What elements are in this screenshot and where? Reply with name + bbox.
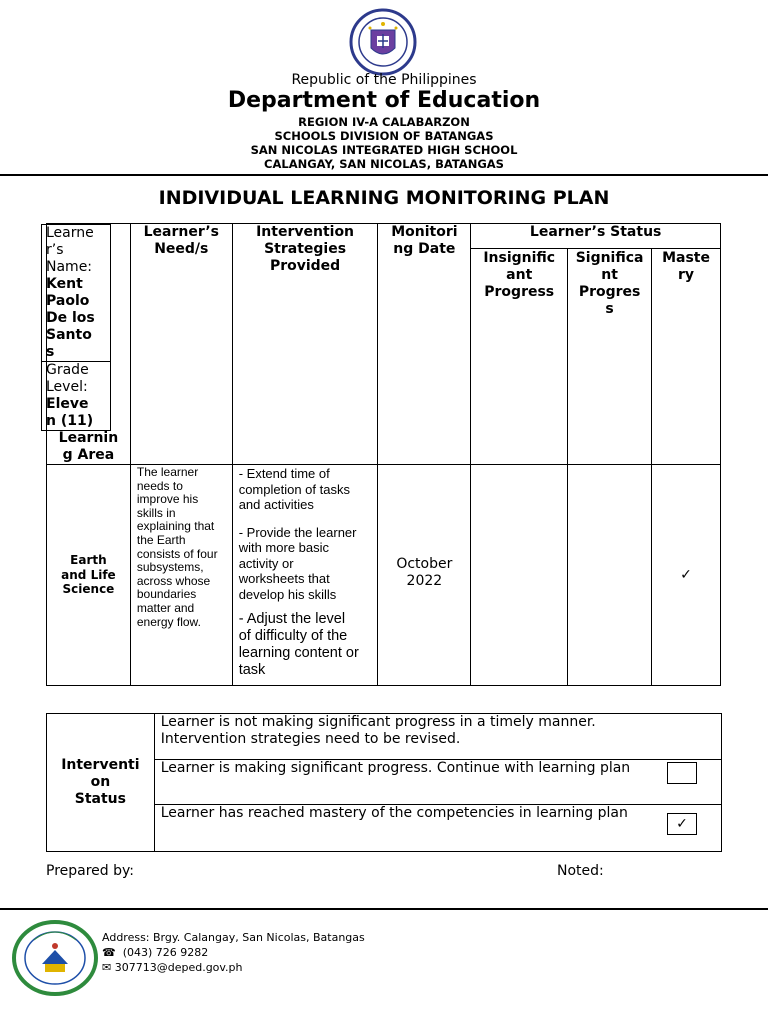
mastery-cell bbox=[652, 465, 721, 686]
phone-text: (043) 726 9282 bbox=[122, 946, 209, 959]
noted-label: Noted: bbox=[557, 863, 604, 879]
intervention-status-table bbox=[46, 713, 722, 852]
need-cell bbox=[130, 465, 232, 686]
need-text: The learner needs to improve his skills in explaining that the Earth consists of four subsystems, across whose boundaries matter and energy flow. bbox=[136, 465, 218, 629]
region-label: REGION IV-A CALABARZON bbox=[298, 115, 470, 129]
footer-divider bbox=[0, 908, 768, 910]
grade-level-value: Eleve n (11) bbox=[46, 396, 94, 429]
status-option-2: Learner is making significant progress. Continue with learning plan bbox=[154, 760, 721, 805]
learner-status-header: Learner’s Status bbox=[471, 224, 721, 249]
department-title: Department of Education bbox=[227, 88, 541, 113]
mastery-header-cell: Maste ry bbox=[652, 249, 721, 465]
strategies-header-cell: Intervention Strategies Provided bbox=[232, 224, 378, 465]
insignificant-progress-header-cell: Insignific ant Progress bbox=[471, 249, 568, 465]
phone-icon: ☎ bbox=[102, 946, 116, 959]
monitoring-date-header-cell: Monitori ng Date bbox=[378, 224, 471, 465]
strategies-header: Intervention bbox=[256, 224, 355, 240]
strategy-3: - Adjust the level of difficulty of the learning content or task bbox=[238, 611, 359, 678]
significant-progress-header-cell: Significa nt Progres s bbox=[568, 249, 652, 465]
republic-label: Republic of the Philippines bbox=[291, 72, 477, 88]
status-checkbox-3[interactable]: ✓ bbox=[667, 813, 697, 835]
learning-area-header-cell: Learnin g Area bbox=[47, 224, 131, 465]
significant-progress-header: Significa bbox=[575, 250, 644, 267]
learning-area-cell: Earth and Life Science bbox=[47, 465, 131, 686]
deped-seal-logo bbox=[346, 8, 420, 76]
email-text: 307713@deped.gov.ph bbox=[114, 961, 243, 974]
page-title: INDIVIDUAL LEARNING MONITORING PLAN bbox=[158, 187, 610, 209]
monitoring-date-header: Monitori bbox=[391, 224, 458, 240]
status-option-3: Learner has reached mastery of the competencies in learning plan bbox=[154, 805, 721, 852]
learning-area-header: Learnin bbox=[58, 430, 119, 446]
monitoring-table bbox=[46, 223, 721, 686]
address-text: Address: Brgy. Calangay, San Nicolas, Batangas bbox=[102, 931, 365, 944]
email-row bbox=[102, 960, 243, 975]
grade-level-box: Grade Level: Eleve n (11) bbox=[42, 362, 110, 430]
intervention-status-label: Interventi bbox=[61, 757, 140, 773]
monitoring-date-cell: October 2022 bbox=[378, 465, 471, 686]
insignificant-progress-cell bbox=[471, 465, 568, 686]
mastery-header: Maste bbox=[662, 250, 710, 267]
school-logo bbox=[12, 920, 98, 996]
check-icon: ✓ bbox=[680, 567, 692, 583]
strategies-cell bbox=[232, 465, 378, 686]
location-label: CALANGAY, SAN NICOLAS, BATANGAS bbox=[264, 157, 504, 171]
significant-progress-cell bbox=[568, 465, 652, 686]
needs-header: Learner’s bbox=[143, 224, 219, 240]
learner-name-box: Learne r’s Name: Kent Paolo De los Santo s bbox=[42, 225, 110, 362]
phone-row bbox=[102, 945, 208, 960]
insignificant-progress-header: Insignific bbox=[483, 250, 556, 267]
intervention-status-label-cell: Interventi on Status bbox=[47, 714, 155, 852]
header-divider bbox=[0, 174, 768, 176]
envelope-icon: ✉ bbox=[102, 961, 112, 974]
learner-name-value: Kent Paolo De los Santo s bbox=[46, 276, 95, 360]
learner-info-box bbox=[41, 224, 111, 431]
learning-area-value: Earth bbox=[70, 553, 107, 568]
prepared-by-label: Prepared by: bbox=[46, 863, 134, 879]
division-label: SCHOOLS DIVISION OF BATANGAS bbox=[274, 129, 494, 143]
grade-level-label: Grade bbox=[46, 362, 89, 378]
learner-name-label: Learne bbox=[46, 225, 94, 241]
needs-header-cell: Learner’s Need/s bbox=[130, 224, 232, 465]
status-option-1: Learner is not making significant progress in a timely manner. Intervention strategies need to be revised. bbox=[154, 714, 721, 760]
strategy-1: - Extend time of completion of tasks and activities bbox=[238, 466, 350, 512]
status-checkbox-2[interactable] bbox=[667, 762, 697, 784]
school-label: SAN NICOLAS INTEGRATED HIGH SCHOOL bbox=[250, 143, 518, 157]
monitoring-date-value: October bbox=[396, 556, 453, 572]
strategy-2: - Provide the learner with more basic activity or worksheets that develop his skills bbox=[238, 524, 357, 602]
